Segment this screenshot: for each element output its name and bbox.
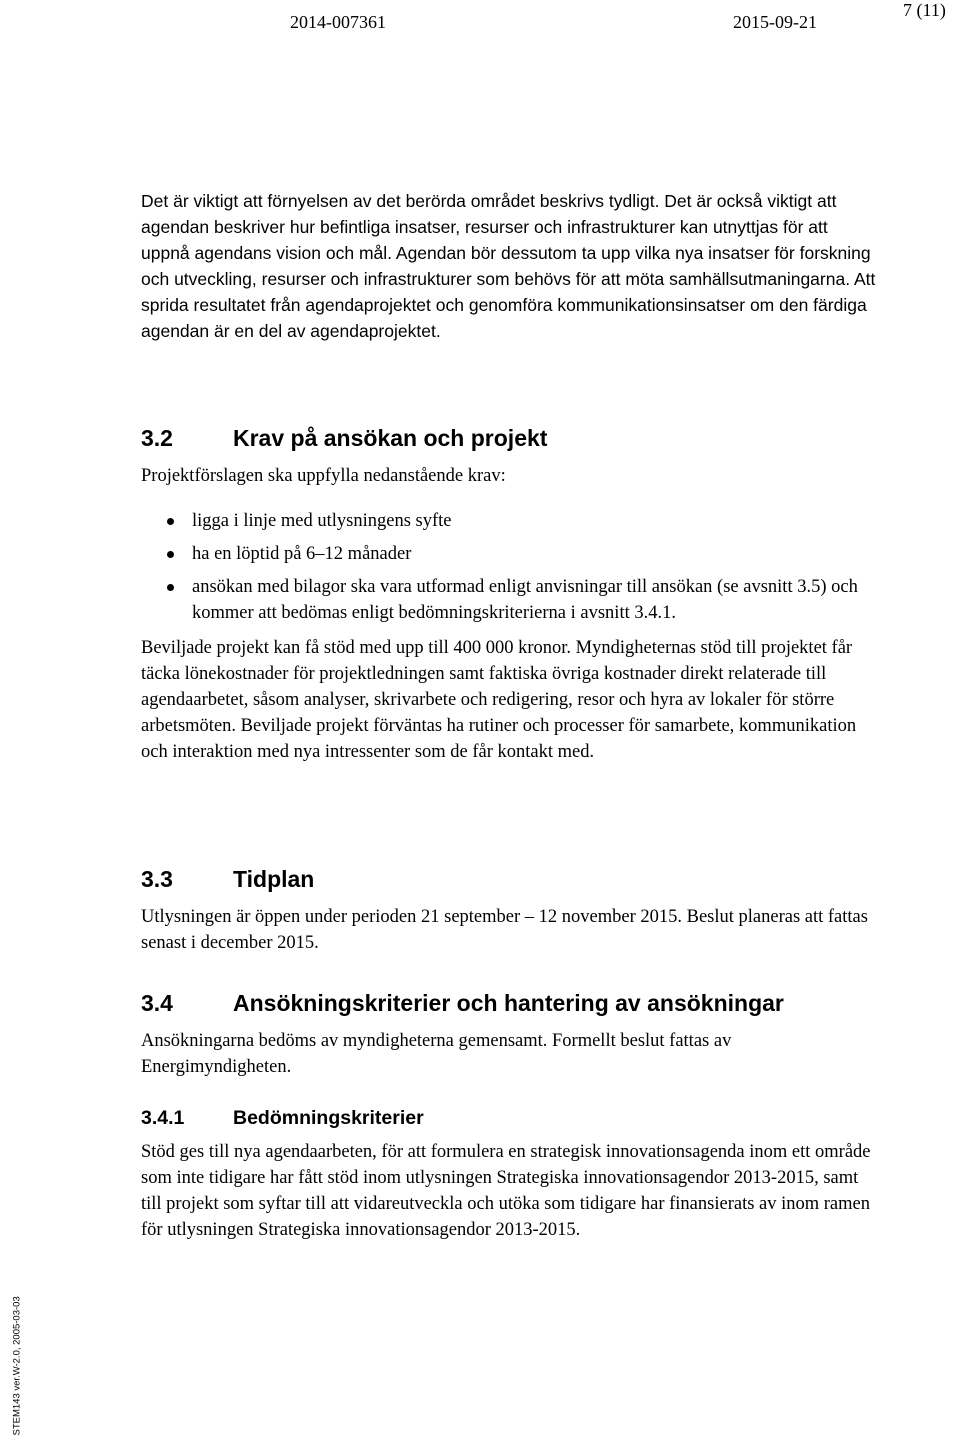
- header-date: 2015-09-21: [733, 12, 817, 32]
- section-number: 3.4: [141, 990, 173, 1016]
- bullet-icon: [167, 584, 174, 591]
- section-title: Krav på ansökan och projekt: [233, 425, 548, 451]
- section-heading: [141, 866, 881, 893]
- section-number: 3.2: [141, 425, 173, 451]
- intro-paragraph: Det är viktigt att förnyelsen av det berörda området beskrivs tydligt. Det är också viktigt att agendan beskriver hur befintliga insatser, resurser och infrastrukturer kan utnyttjas för att uppnå agendans vision och mål. Agendan bör dessutom ta upp vilka nya insatser för forskning och utveckling, resurser och infrastrukturer som behövs för att möta samhällsutmaningarna. Att sprida resultatet från agendaprojektet och genomföra kommunikationsinsatser om den färdiga agendan är en del av agendaprojektet.: [141, 191, 876, 341]
- header-dnr: 2014-007361: [290, 12, 386, 32]
- section-paragraph: Ansökningarna bedöms av myndigheterna gemensamt. Formellt beslut fattas av Energimyndigheten.: [141, 1031, 732, 1077]
- section-title: Ansökningskriterier och hantering av ansökningar: [233, 990, 784, 1016]
- list-item: ansökan med bilagor ska vara utformad enligt anvisningar till ansökan (se avsnitt 3.5) och kommer att bedömas enligt bedömningskriterierna i avsnitt 3.4.1.: [141, 574, 881, 626]
- list-item: ligga i linje med utlysningens syfte: [141, 508, 881, 534]
- list-item: ha en löptid på 6–12 månader: [141, 541, 881, 567]
- section-paragraph: Utlysningen är öppen under perioden 21 september – 12 november 2015. Beslut planeras att fattas senast i december 2015.: [141, 907, 868, 953]
- section-paragraph: Beviljade projekt kan få stöd med upp till 400 000 kronor. Myndigheternas stöd till projektet får täcka lönekostnader för projektledningen samt faktiska övriga kostnader direkt relaterade till agendaarbetet, såsom analyser, skrivarbete och redigering, resor och hyra av lokaler för större arbetsmöten. Beviljade projekt förväntas ha rutiner och processer för samarbete, kommunikation och interaktion med nya intressenter som de får kontakt med.: [141, 638, 857, 762]
- intro-section: [141, 188, 881, 344]
- section-heading: [141, 425, 881, 452]
- section-3-3: [141, 866, 881, 956]
- subsection-number: 3.4.1: [141, 1107, 185, 1129]
- subsection-heading: [141, 1107, 881, 1130]
- section-lead: Projektförslagen ska uppfylla nedanstående krav:: [141, 466, 506, 486]
- section-3-4: [141, 990, 881, 1080]
- requirements-list: [141, 508, 881, 626]
- subsection-paragraph: Stöd ges till nya agendaarbeten, för att formulera en strategisk innovationsagenda inom ett område som inte tidigare har fått stöd inom utlysningen Strategiska innovationsagendor 2013-2015, samt till projekt som syftar till att vidareutveckla och utöka som tidigare har finansierats av inom ramen för utlysningen Strategiska innovationsagendor 2013-2015.: [141, 1142, 871, 1240]
- section-3-2: [141, 425, 881, 765]
- section-title: Tidplan: [233, 866, 315, 892]
- section-3-4-1: [141, 1107, 881, 1243]
- subsection-title: Bedömningskriterier: [233, 1107, 424, 1129]
- section-heading: [141, 990, 881, 1017]
- form-version-label: STEM143 ver.W-2.0, 2005-03-03: [11, 1296, 23, 1436]
- bullet-icon: [167, 518, 174, 525]
- header-page-number: 7 (11): [903, 0, 946, 20]
- section-number: 3.3: [141, 866, 173, 892]
- bullet-icon: [167, 551, 174, 558]
